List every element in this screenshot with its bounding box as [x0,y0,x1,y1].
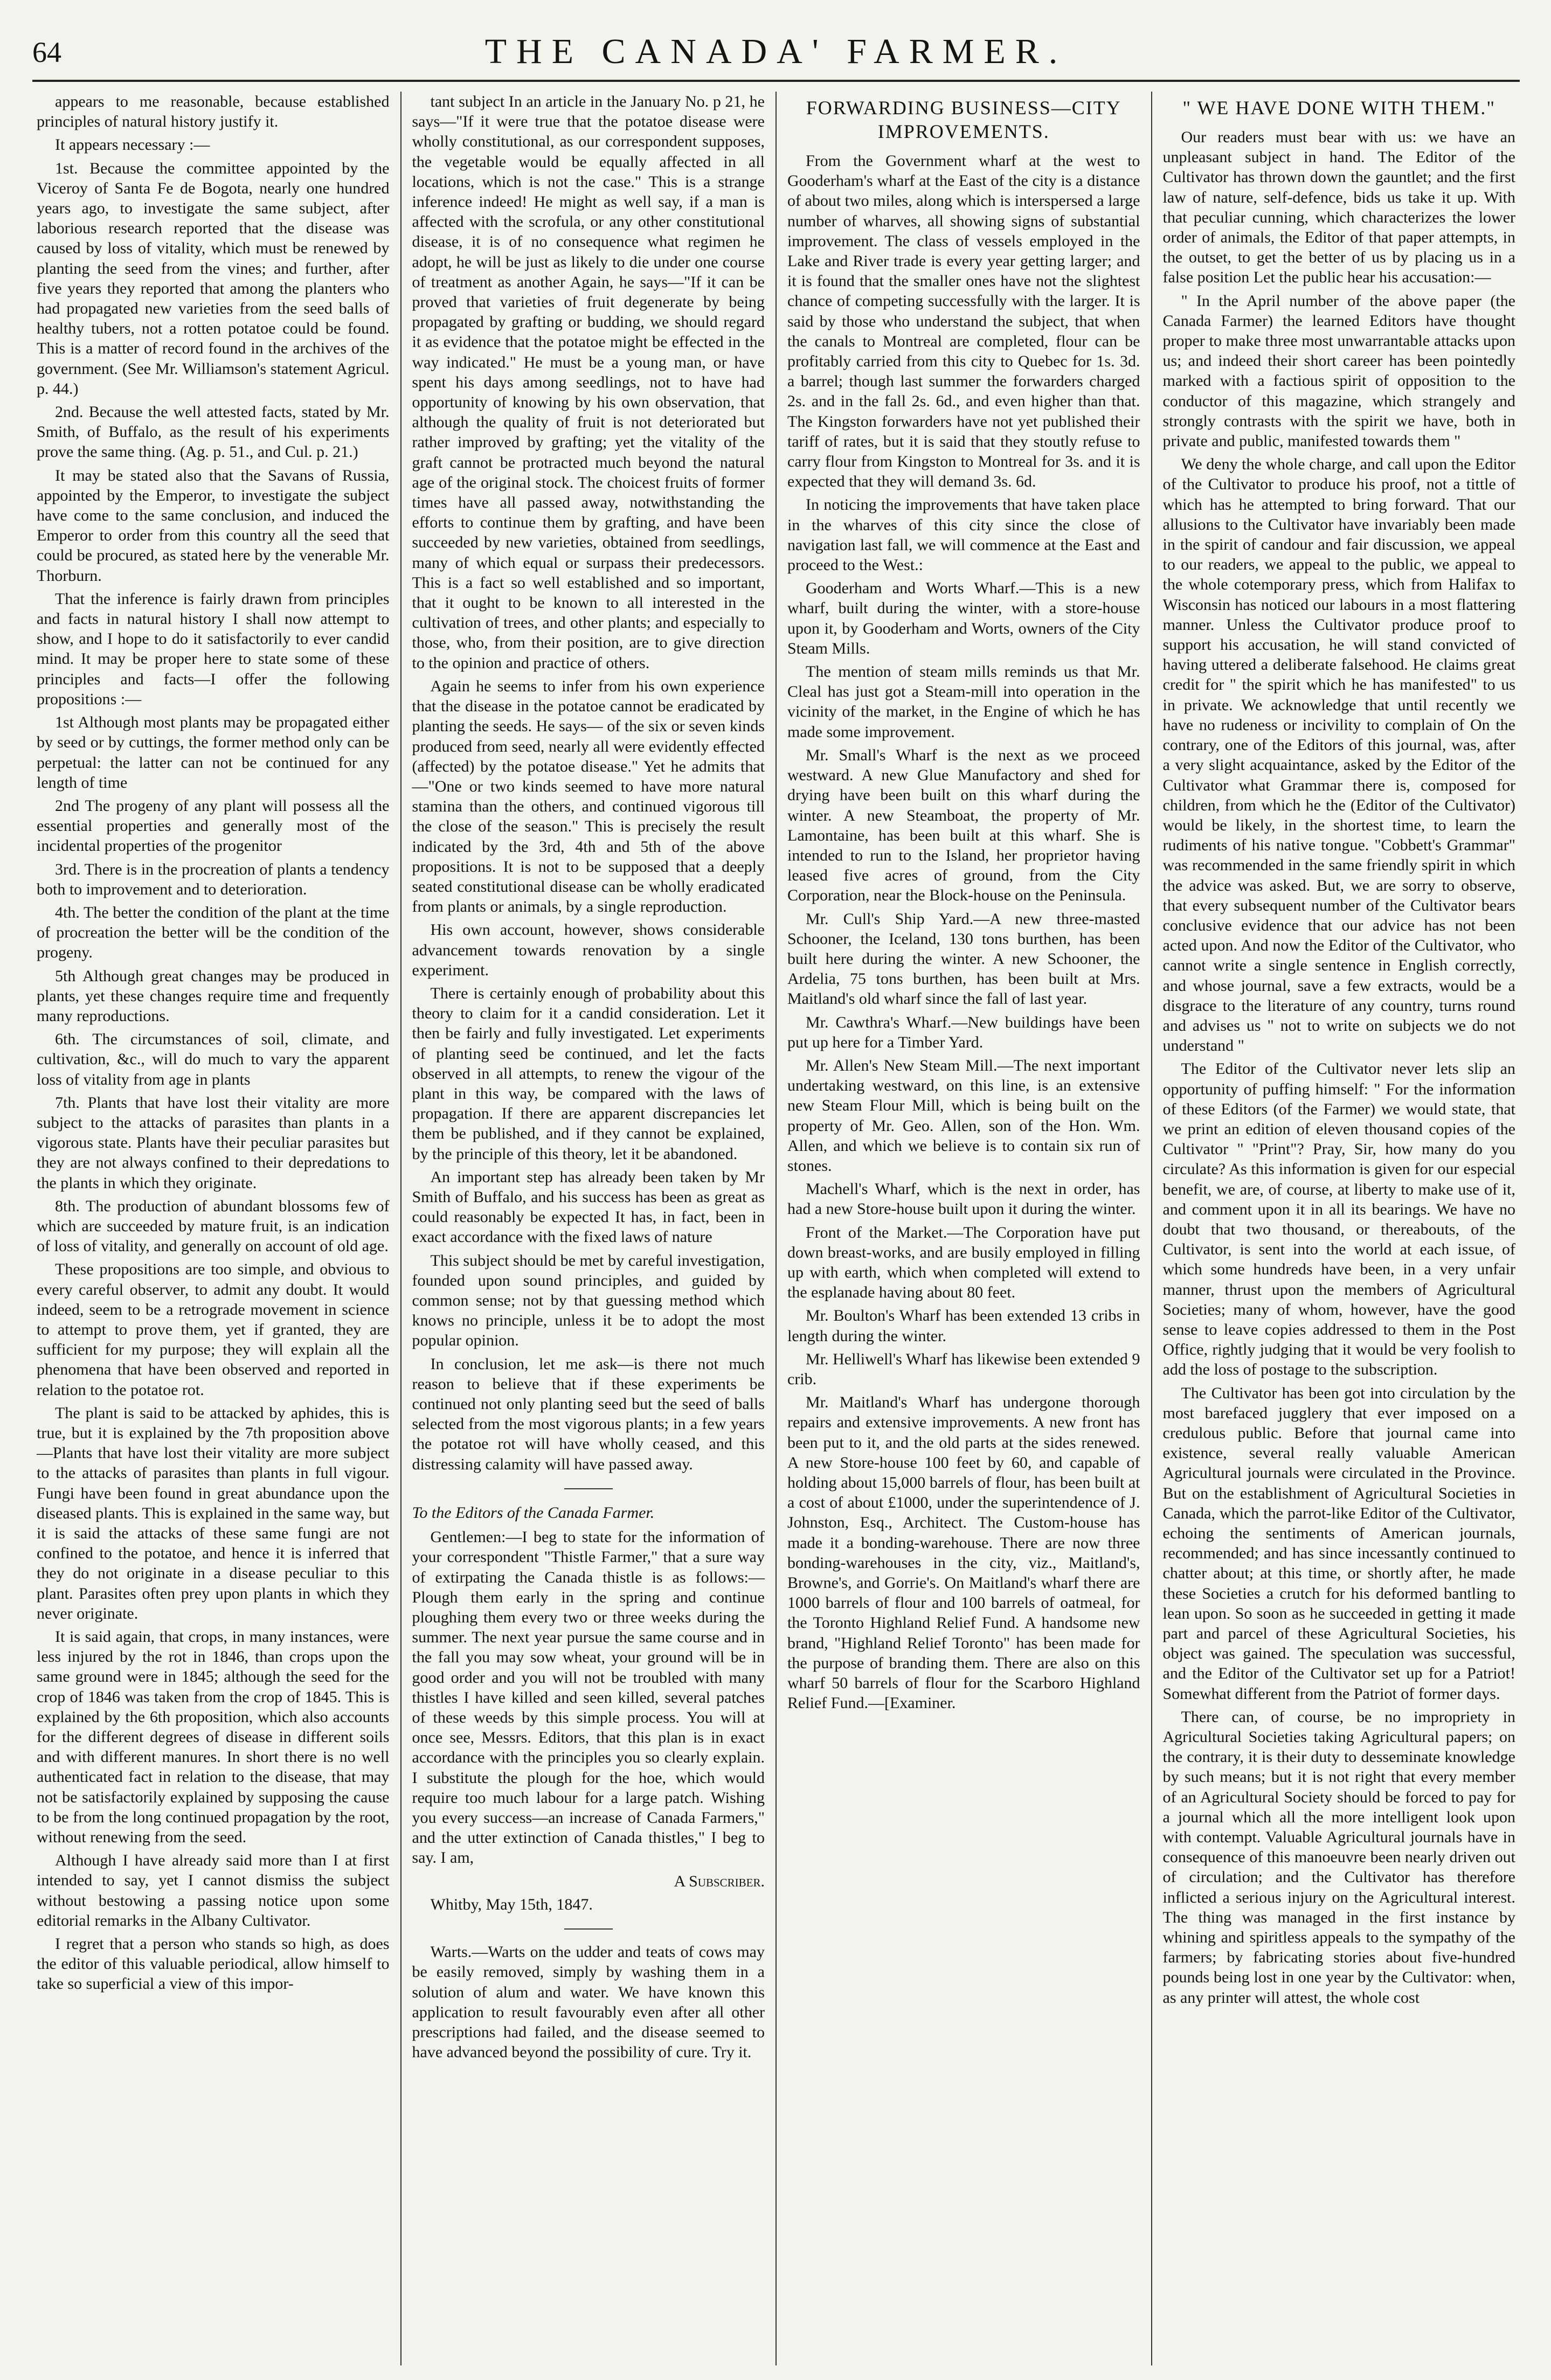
paragraph: 1st Although most plants may be propagated either by seed or by cuttings, the former method only can be perpetual: the latter can not be continued for any length of time [37,713,390,792]
paragraph: Mr. Cull's Ship Yard.—A new three-masted Schooner, the Iceland, 130 tons burthen, has been built here during the winter. A new Schooner, the Ardelia, 75 tons burthen, has been built at Mrs. Maitland's old wharf since the fall of last year. [787,910,1140,1008]
column-3 [783,92,1145,2365]
article-columns [32,92,1520,2365]
article-headline: FORWARDING BUSINESS—CITY IMPROVEMENTS. [806,97,1121,142]
masthead-rule [32,80,1520,82]
paragraph: From the Government wharf at the west to Gooderham's wharf at the East of the city is a distance of about two miles, along which is interspersed a large number of wharves, all showing signs of substantial improvement. The class of vessels employed in the Lake and River trade is every year getting larger; and it is found that the smaller ones have not the slightest chance of competing successfully with the larger. It is said by those who understand the subject, that when the canals to Montreal are completed, flour can be profitably carried from this city to Quebec for 1s. 3d. a barrel; though last summer the forwarders charged 2s. and in the fall 2s. 6d., and even higher than that. The Kingston forwarders have not yet published their tariff of rates, but it is said that they stoutly refuse to carry flour from Kingston to Montreal for 3s. and it is expected that they will demand 3s. 6d. [787,152,1140,491]
paragraph: Mr. Maitland's Wharf has undergone thorough repairs and extensive improvements. A new front has been put to it, and the old parts at the sides renewed. A new Store-house 100 feet by 60, and capable of holding about 15,000 barrels of flour, has been built at a cost of about £1000, under the superintendence of J. Johnston, Esq., Architect. The Custom-house has made it a bonding-warehouse. There are now three bonding-warehouses in the city, viz., Maitland's, Browne's, and Gorrie's. On Maitland's wharf there are 1000 barrels of flour and 100 barrels of oatmeal, for the Toronto Highland Relief Fund. A handsome new brand, "Highland Relief Toronto" has been made for the purpose of branding them. There are also on this wharf 50 barrels of flour for the Scarboro Highland Relief Fund.—[Examiner. [787,1393,1140,1712]
column-1 [32,92,394,2365]
paragraph: Warts.—Warts on the udder and teats of cows may be easily removed, simply by washing them in a solution of alum and water. We have known this application to result favourably even after all other prescriptions had failed, and the disease seemed to have advanced beyond the possibility of cure. Try it. [412,1943,765,2062]
paragraph: In noticing the improvements that have taken place in the wharves of this city since the close of navigation last fall, we will commence at the East and proceed to the West.: [787,496,1140,574]
paragraph: There can, of course, be no impropriety in Agricultural Societies taking Agricultural papers; on the contrary, it is their duty to desseminate knowledge by such means; but it is not right that every member of an Agricultural Society should be forced to pay for a journal which all the more intelligent look upon with contempt. Valuable Agricultural journals have in consequence of this manoeuvre been nearly driven out of circulation; and the Cultivator has therefore inflicted a serious injury on the Agricultural interest. The thing was managed in the first instance by whining and spiritless appeals to the sympathy of the farmers; by fabricating stories about five-hundred pounds being lost in one year by the Cultivator: when, as any printer will attest, the whole cost [1162,1708,1515,2007]
paragraph: 2nd The progeny of any plant will possess all the essential properties and generally most of the incidental properties of the progenitor [37,796,390,855]
paragraph: Again he seems to infer from his own experience that the disease in the potatoe cannot be eradicated by planting the seeds. He says— of the six or seven kinds produced from seed, nearly all were evidently effected (affected) by the potatoe disease." Yet he admits that—"One or two kinds seemed to have more natural stamina than the others, and continued vigorous till the close of the season." This is precisely the result indicated by the 3rd, 4th and 5th of the above propositions. It is not to be supposed that a deeply seated constitutional disease can be wholly eradicated from plants or animals, by a single reproduction. [412,677,765,916]
paragraph: This subject should be met by careful investigation, founded upon sound principles, and guided by common sense; not by that guessing method which knows no principle, unless it be to adopt the most popular opinion. [412,1251,765,1350]
paragraph: We deny the whole charge, and call upon the Editor of the Cultivator to produce his proof, not a tittle of which has he attempted to bring forward. That our allusions to the Cultivator have invariably been made in the spirit of candour and fair discussion, we appeal to our readers, we appeal to the public, we appeal to the whole cotemporary press, which from Halifax to Wisconsin has noticed our labours in a most flattering manner. Unless the Cultivator produce proof to support his accusation, he will stand convicted of having uttered a deliberate falsehood. He claims great credit for " the spirit which he has manifested" to us in private. We acknowledge that until recently we have no rudeness or incivility to complain of On the contrary, one of the Editors of this journal, was, after a very slight acquaintance, asked by the Editor of the Cultivator what Grammar there is, composed for children, from which he the (Editor of the Cultivator) would be likely, in the shortest time, to learn the rudiments of his native tongue. "Cobbett's Grammar" was recommended in the same friendly spirit in which the advice was asked. But, we are sorry to observe, that every subsequent number of the Cultivator bears conclusive evidence that our advice has not been acted upon. And now the Editor of the Cultivator, who cannot write a single sentence in English correctly, and whose journal, save a few extracts, would be a disgrace to the literature of any country, turns round and advises us " not to write on subjects we do not understand " [1162,455,1515,1055]
column-divider [775,92,777,2365]
paragraph: I regret that a person who stands so high, as does the editor of this valuable periodical, allow himself to take so superficial a view of this impor- [37,1935,390,1993]
letter-heading: To the Editors of the Canada Farmer. [412,1504,655,1522]
column-4 [1159,92,1520,2365]
paragraph: 8th. The production of abundant blossoms few of which are succeeded by mature fruit, is an indication of loss of vitality, and generally on account of old age. [37,1197,390,1255]
paragraph: appears to me reasonable, because established principles of natural history justify it. [37,93,390,131]
paragraph: 6th. The circumstances of soil, climate, and cultivation, &c., will do much to vary the apparent loss of vitality from age in plants [37,1030,390,1088]
column-divider [400,92,401,2365]
paragraph: Although I have already said more than I at first intended to say, yet I cannot dismiss the subject without bestowing a passing notice upon some editorial remarks in the Albany Cultivator. [37,1851,390,1930]
paragraph: Mr. Helliwell's Wharf has likewise been extended 9 crib. [787,1350,1140,1388]
paragraph: His own account, however, shows considerable advancement towards renovation by a single experiment. [412,921,765,979]
paragraph: 2nd. Because the well attested facts, stated by Mr. Smith, of Buffalo, as the result of his experiments prove the same thing. (Ag. p. 51., and Cul. p. 21.) [37,403,390,461]
column-2 [408,92,770,2365]
paragraph: The plant is said to be attacked by aphides, this is true, but it is explained by the 7th proposition above —Plants that have lost their vitality are more subject to the attacks of parasites than plants in full vigour. Fungi have been found in great abundance upon the diseased plants. This is explained in the same way, but it is said the attacks of these same fungi are not confined to the potatoe, and hence it is inferred that they do not originate in a disease peculiar to this plant. Parasites often prey upon plants in which they never originate. [37,1404,390,1622]
paragraph: The Editor of the Cultivator never lets slip an opportunity of puffing himself: " For the information of these Editors (of the Farmer) we would state, that we print an edition of eleven thousand copies of the Cultivator " "Print"? Pray, Sir, how many do you circulate? As this information is given for our especial benefit, we are, of course, at liberty to make use of it, and comment upon it in all its bearings. We have no doubt that two thousand, or thereabouts, of the Cultivator, is sent into the world at each issue, of which some hundreds have been, in a very unfair manner, thrust upon the members of Agricultural Societies; many of whom, however, have the good sense to leave copies addressed to them in the Post Office, rightly judging that it would be very foolish to add the loss of postage to the subscription. [1162,1060,1515,1379]
paragraph: In conclusion, let me ask—is there not much reason to believe that if these experiments be continued not only planting seed but the seed of balls selected from the most vigorous plants; in a few years the potatoe rot will have wholly ceased, and this distressing calamity will have passed away. [412,1355,765,1473]
section-separator [412,1477,765,1497]
paragraph: It may be stated also that the Savans of Russia, appointed by the Emperor, to investigate the subject have come to the same conclusion, and induced the Emperor to order from this country all the seed that could be procured, as stated here by the venerable Mr. Thorburn. [37,466,390,585]
paragraph: There is certainly enough of probability about this theory to claim for it a candid consideration. Let it then be fairly and fully investigated. Let experiments of planting seed be continued, and let the facts observed in all attempts, to renew the vigour of the plant in this way, be compared with the laws of propagation. If there are apparent discrepancies let them be published, and if they cannot be explained, by the principle of this theory, let it be abandoned. [412,984,765,1163]
paragraph: That the inference is fairly drawn from principles and facts in natural history I shall now attempt to show, and I hope to do it satisfactorily to ever candid mind. It may be proper here to state some of these principles and facts—I offer the following propositions :— [37,589,390,708]
paragraph: Gooderham and Worts Wharf.—This is a new wharf, built during the winter, with a store-house upon it, by Gooderham and Worts, owners of the City Steam Mills. [787,579,1140,657]
paragraph: Front of the Market.—The Corporation have put down breast-works, and are busily employed in filling up with earth, which when completed will extend to the esplanade having about 80 feet. [787,1223,1140,1302]
paragraph: Whitby, May 15th, 1847. [430,1895,593,1913]
paragraph: 3rd. There is in the procreation of plants a tendency both to improvement and to deterioration. [37,860,390,898]
paragraph: tant subject In an article in the January No. p 21, he says—"If it were true that the potatoe disease were wholly constitutional, as our correspondent supposes, the vegetable would be equally affected in all locations, which is not the case." This is a strange inference indeed! He might as well say, if a man is affected with the scrofula, or any other constitutional disease, it is of no consequence what regimen he adopt, he will be just as likely to die under one course of treatment as another Again, he says—"If it can be proved that varieties of fruit degenerate by being propagated by grafting or budding, we should regard it as evidence that the potatoe might be effected in the way indicated." He must be a young man, or have spent his days among seedlings, not to have had opportunity of knowing by his own observation, that although the quality of fruit is not deteriorated but rather improved by grafting; yet the vitality of the graft cannot be protracted much beyond the natural age of the original stock. The choicest fruits of former times have all passed away, notwithstanding the efforts to continue them by grafting, and have been succeeded by new varieties, obtained from seedlings, many of which equal or surpass their predecessors. This is a fact so well established and so important, that it ought to be known to all interested in the cultivation of trees, and other plants; and especially to those, who, from their position, are to give direction to the opinion and practice of others. [412,93,765,672]
paragraph: 5th Although great changes may be produced in plants, yet these changes require time and frequently many reproductions. [37,967,390,1025]
page-number: 64 [32,36,61,68]
paragraph: Mr. Boulton's Wharf has been extended 13 cribs in length during the winter. [787,1307,1140,1345]
section-separator [412,1918,765,1938]
paragraph: Our readers must bear with us: we have an unpleasant subject in hand. The Editor of the Cultivator has thrown down the gauntlet; and the first law of nature, self-defence, bids us take it up. With that peculiar cunning, which characterizes the lower order of animals, the Editor of that paper attempts, in the outset, to get the better of us by placing us in a false position Let the public hear his accusation:— [1162,128,1515,287]
paragraph: Gentlemen:—I beg to state for the information of your correspondent "Thistle Farmer," that a sure way of extirpating the Canada thistle is as follows:—Plough them early in the spring and continue ploughing them every two or three weeks during the summer. The next year pursue the same course and in the fall you may sow wheat, your ground will be in good order and you will not be troubled with many thistles I have killed and seen killed, several patches of these weeds by this simple process. You will at once see, Messrs. Editors, that this plan is in exact accordance with the principles you so clearly explain. I substitute the plough for the hoe, which would require too much labour for a large patch. Wishing you every success—an increase of Canada Farmers," and the utter extinction of Canada thistles," I beg to say. I am, [412,1528,765,1867]
paragraph: 7th. Plants that have lost their vitality are more subject to the attacks of parasites than plants in a vigorous state. Plants have their peculiar parasites but they are not always confined to their depredations to the plants in which they originate. [37,1093,390,1192]
paragraph: The mention of steam mills reminds us that Mr. Cleal has just got a Steam-mill into operation in the vicinity of the market, in the Engine of which he has made some improvement. [787,663,1140,741]
paragraph: Machell's Wharf, which is the next in order, has had a new Store-house built upon it during the winter. [787,1180,1140,1218]
masthead [32,15,1520,80]
letter-signature: A Subscriber. [674,1872,765,1890]
paragraph: 4th. The better the condition of the plant at the time of procreation the better will be the condition of the progeny. [37,903,390,962]
newspaper-title: THE CANADA' FARMER. [484,32,1068,71]
paragraph: 1st. Because the committee appointed by the Viceroy of Santa Fe de Bogota, nearly one hundred years ago, to investigate the same subject, after laborious research reported that the disease was caused by loss of vitality, which must be renewed by planting the seed from the vines; and further, after five years they reported that among the planters who had propagated new varieties from the seed balls of healthy tubers, not a rotten potatoe could be found. This is a matter of record found in the archives of the government. (See Mr. Williamson's statement Agricul. p. 44.) [37,159,390,398]
paragraph: Mr. Allen's New Steam Mill.—The next important undertaking westward, on this line, is an extensive new Steam Flour Mill, which is being built on the property of Mr. Geo. Allen, son of the Hon. Wm. Allen, and which we believe is to contain six run of stones. [787,1056,1140,1175]
paragraph: An important step has already been taken by Mr Smith of Buffalo, and his success has been as great as could reasonably be expected It has, in fact, been in exact accordance with the fixed laws of nature [412,1168,765,1246]
column-divider [1151,92,1152,2365]
paragraph: It is said again, that crops, in many instances, were less injured by the rot in 1846, than crops upon the same ground were in 1845; although the seed for the crop of 1846 was taken from the crop of 1845. This is explained by the 6th proposition, which also accounts for the different degrees of disease in different soils and with different manures. In short there is no well authenticated fact in relation to the disease, that may not be satisfactorily explained by supposing the cause to be from the long continued propagation by the root, without renewing from the seed. [37,1628,390,1847]
paragraph: These propositions are too simple, and obvious to every careful observer, to admit any doubt. It would indeed, seem to be a retrograde movement in science to attempt to prove them, yet if granted, they are sufficient for my purpose; they will explain all the phenomena that have been observed and reported in relation to the potatoe rot. [37,1260,390,1399]
paragraph: It appears necessary :— [55,136,210,154]
paragraph: Mr. Small's Wharf is the next as we proceed westward. A new Glue Manufactory and shed for drying have been built on this wharf during the winter. A new Steamboat, the property of Mr. Lamontaine, has been built at this wharf. She is intended to run to the Island, her proprietor having leased five acres of ground, from the City Corporation, near the Block-house on the Peninsula. [787,746,1140,905]
article-headline: " WE HAVE DONE WITH THEM." [1182,97,1496,119]
paragraph: The Cultivator has been got into circulation by the most barefaced jugglery that ever imposed on a credulous public. Before that journal came into existence, several really valuable American Agricultural journals were circulated in the Province. But on the establishment of Agricultural Societies in Canada, which the parrot-like Editor of the Cultivator, echoing the sentiments of American journals, recommended; and has since incessantly continued to chatter about; at this time, or shortly after, he made these Societies a crutch for his deformed bantling to lean upon. So soon as he succeeded in getting it made part and parcel of these Agricultural Societies, his object was gained. The speculation was successful, and the Editor of the Cultivator set up for a Patriot! Somewhat different from the Patriot of former days. [1162,1384,1515,1703]
paragraph: Mr. Cawthra's Wharf.—New buildings have been put up here for a Timber Yard. [787,1013,1140,1051]
paragraph: " In the April number of the above paper (the Canada Farmer) the learned Editors have thought proper to make three most unwarrantable attacks upon us; and indeed their short career has been pointedly marked with a factious spirit of opposition to the conductor of this magazine, which strangely and strongly contrasts with the spirit we have, both in private and public, manifested towards them " [1162,292,1515,450]
